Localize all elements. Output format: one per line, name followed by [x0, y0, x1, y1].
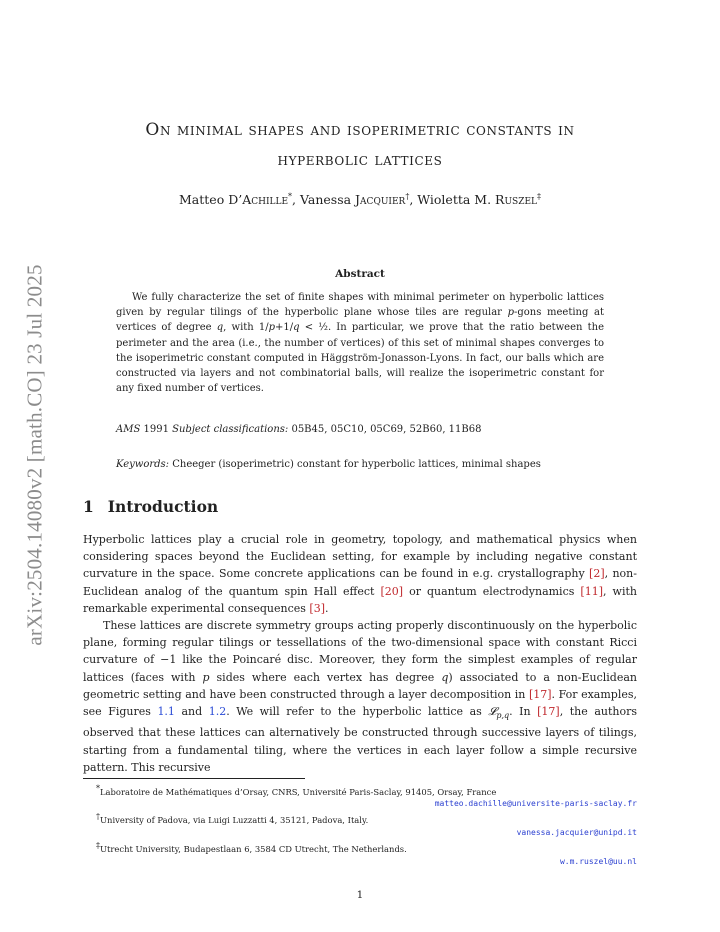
author-2: Vanessa Jacquier†,	[300, 192, 418, 208]
citation-link[interactable]: [11]	[580, 584, 604, 598]
author-list	[80, 192, 640, 207]
citation-link[interactable]: [3]	[309, 601, 326, 615]
citation-link[interactable]: [17]	[528, 687, 552, 701]
citation-link[interactable]: [2]	[589, 567, 605, 581]
abstract-body: We fully characterize the set of finite shapes with minimal perimeter on hyperbolic lattices given by regular tilings of the hyperbolic plane whose tiles are regular p-gons meeting at vertices of degree q, with 1/p+1/q < ½. In particular, we prove that the ratio between the perimeter and the area (i.e., the number of vertices) of this set of minimal shapes converges to the isoperimetric constant computed in Häggström-Jonasson-Lyons. In fact, our balls which are constructed via layers and not combinatorial balls, will realize the isoperimetric constant for any fixed number of vertices.	[116, 292, 605, 395]
footnote-2: †University of Padova, via Luigi Luzzatti 4, 35121, Padova, Italy.	[96, 812, 369, 825]
author-3: Wioletta M. Ruszel‡	[417, 192, 541, 208]
author-1: Matteo D’Achille*,	[179, 192, 300, 208]
citation-link[interactable]: [20]	[380, 584, 404, 598]
email-link-1[interactable]: matteo.dachille@universite-paris-saclay.fr	[434, 799, 637, 808]
figure-link[interactable]: 1.2	[208, 705, 227, 719]
footnote-1: *Laboratoire de Mathématiques d’Orsay, CNRS, Université Paris-Saclay, 91405, Orsay, France	[96, 784, 497, 797]
footnote-3: ‡Utrecht University, Budapestlaan 6, 3584 CD Utrecht, The Netherlands.	[96, 841, 407, 854]
citation-link[interactable]: [17]	[537, 705, 560, 719]
introduction-text	[83, 531, 637, 776]
page-number: 1	[356, 889, 364, 901]
section-heading: 1 Introduction	[83, 497, 219, 516]
paper-title-line-1: On minimal shapes and isoperimetric constants in	[145, 120, 575, 140]
email-link-2[interactable]: vanessa.jacquier@unipd.it	[516, 828, 637, 837]
abstract-heading: Abstract	[335, 268, 385, 280]
keywords: Keywords: Cheeger (isoperimetric) constant for hyperbolic lattices, minimal shapes	[116, 459, 541, 470]
paper-title-line-2: hyperbolic lattices	[277, 150, 443, 170]
ams-classification: AMS 1991 Subject classifications: 05B45, 05C10, 05C69, 52B60, 11B68	[116, 424, 482, 435]
email-link-3[interactable]: w.m.ruszel@uu.nl	[559, 857, 637, 866]
arxiv-identifier: arXiv:2504.14080v2 [math.CO] 23 Jul 2025	[22, 264, 47, 646]
arxiv-sidebar-stamp	[20, 250, 50, 660]
paragraph-1: Hyperbolic lattices play a crucial role in geometry, topology, and mathematical physics when considering spaces beyond the Euclidean setting, for example by including negative constant curvature in the space. Some concrete applications can be found in e.g. crystallography [2], non-Euclidean analog of the quantum spin Hall effect [20] or quantum electrodynamics [11], with remarkable experimental consequences [3].	[83, 533, 637, 615]
figure-link[interactable]: 1.1	[157, 705, 175, 719]
footnote-rule	[83, 778, 305, 779]
paragraph-2: These lattices are discrete symmetry groups acting properly discontinuously on the hyperbolic plane, forming regular tilings or tessellations of the two-dimensional space with constant Ricci curvature of −1 like the Poincaré disc. Moreover, they form the simplest examples of regular lattices (faces with p sides where each vertex has degree q) associated to a non-Euclidean geometric setting and have been constructed through a layer decomposition in [17]. For examples, see Figures 1.1 and 1.2. We will refer to the hyperbolic lattice as 𝓛$_{p,q}$. In [17], the authors observed that these lattices can alternatively be constructed through successive layers of tilings, starting from a fundamental tiling, where the vertices in each layer follow a simple recursive pattern. This recursive	[83, 619, 638, 774]
